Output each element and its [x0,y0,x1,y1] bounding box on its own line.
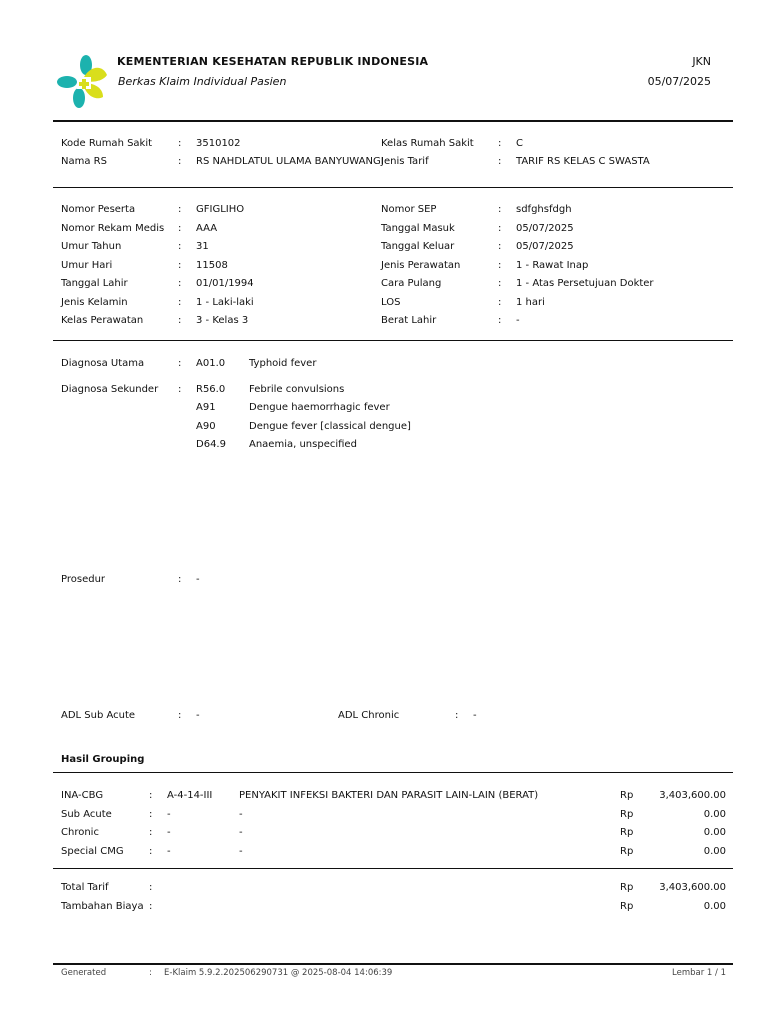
patient-field-value: 05/07/2025 [516,241,574,252]
separator: : [178,156,182,167]
separator: : [178,204,182,215]
footer-generated-label: Generated [61,968,107,978]
nama-rs-value: RS NAHDLATUL ULAMA BANYUWANGI [196,156,384,167]
patient-field-label: Jenis Perawatan [381,259,461,271]
grouping-row-code: A-4-14-III [167,790,213,801]
grouping-row-description: - [239,827,243,838]
total-row-label: Tambahan Biaya [61,900,144,912]
kode-rs-label: Kode Rumah Sakit [61,138,153,149]
total-row-label: Total Tarif [61,882,109,893]
patient-field-value: 1 - Laki-laki [196,296,254,308]
diagnosa-utama-desc: Typhoid fever [249,358,317,369]
currency-label: Rp [620,827,634,838]
patient-field-label: Kelas Perawatan [61,315,144,326]
patient-field-label: Nomor Rekam Medis [61,222,165,234]
separator: : [498,278,502,289]
patient-field-label: Tanggal Masuk [381,222,455,234]
grouping-row-code: - [167,845,171,857]
adl-chronic-label: ADL Chronic [338,710,400,721]
patient-field-value: 1 - Atas Persetujuan Dokter [516,278,654,289]
patient-field-label: Tanggal Keluar [381,241,455,252]
grouping-row-description: - [239,808,243,820]
separator: : [149,882,153,893]
separator: : [178,574,182,585]
separator: : [498,259,502,271]
patient-field-value: 1 hari [516,296,545,308]
diagnosis-code: R56.0 [196,384,226,395]
separator: : [149,790,153,801]
kelas-rs-label: Kelas Rumah Sakit [381,138,474,149]
divider [53,963,733,965]
patient-field-value: 01/01/1994 [196,278,254,289]
diagnosis-code: A90 [196,420,216,432]
patient-field-value: AAA [196,222,218,234]
grouping-row-label: INA-CBG [61,790,104,801]
divider [53,187,733,188]
grouping-row-amount: 3,403,600.00 [659,790,726,801]
patient-field-label: Berat Lahir [381,315,437,326]
document-date: 05/07/2025 [647,75,711,88]
separator: : [178,710,182,721]
separator: : [455,710,459,721]
diagnosa-utama-label: Diagnosa Utama [61,358,145,369]
program-label: JKN [692,55,711,68]
divider [53,772,733,773]
diagnosis-code: D64.9 [196,438,226,450]
patient-field-value: 11508 [196,259,228,271]
separator: : [178,278,182,289]
diagnosa-utama-code: A01.0 [196,358,226,369]
footer-generated-value: E-Klaim 5.9.2.202506290731 @ 2025-08-04 14:06:39 [164,968,393,978]
patient-field-value: 1 - Rawat Inap [516,259,589,271]
separator: : [178,222,182,234]
separator: : [178,259,182,271]
grouping-row-description: - [239,845,243,857]
currency-label: Rp [620,900,634,912]
diagnosis-description: Anaemia, unspecified [249,438,357,450]
separator: : [498,241,502,252]
patient-field-value: - [516,315,520,326]
grouping-row-amount: 0.00 [703,845,726,857]
separator: : [498,315,502,326]
grouping-row-label: Chronic [61,827,99,838]
separator: : [149,900,153,912]
divider [53,340,733,341]
currency-label: Rp [620,790,634,801]
patient-field-value: 05/07/2025 [516,222,574,234]
currency-label: Rp [620,845,634,857]
patient-field-label: LOS [381,296,401,308]
separator: : [498,156,502,167]
adl-sub-acute-label: ADL Sub Acute [61,710,136,721]
jenis-tarif-value: TARIF RS KELAS C SWASTA [516,156,650,167]
separator: : [178,241,182,252]
prosedur-label: Prosedur [61,574,106,585]
divider [53,120,733,122]
patient-field-value: sdfghsfdgh [516,204,572,215]
grouping-title: Hasil Grouping [61,754,145,765]
patient-field-label: Nomor SEP [381,204,437,215]
nama-rs-label: Nama RS [61,156,107,167]
separator: : [178,358,182,369]
kode-rs-value: 3510102 [196,138,241,149]
grouping-row-description: PENYAKIT INFEKSI BAKTERI DAN PARASIT LAIN-LAIN (BERAT) [239,790,539,801]
total-row-amount: 0.00 [703,900,726,912]
grouping-row-code: - [167,827,171,838]
document-title: Berkas Klaim Individual Pasien [118,75,287,88]
separator: : [149,808,153,820]
total-row-amount: 3,403,600.00 [659,882,726,893]
adl-sub-acute-value: - [196,710,200,721]
separator: : [178,138,182,149]
jenis-tarif-label: Jenis Tarif [381,156,429,167]
patient-field-value: 31 [196,241,209,252]
kelas-rs-value: C [516,138,523,149]
grouping-row-label: Sub Acute [61,808,112,820]
ministry-title: KEMENTERIAN KESEHATAN REPUBLIK INDONESIA [117,55,429,68]
grouping-row-code: - [167,808,171,820]
patient-field-value: 3 - Kelas 3 [196,315,249,326]
patient-field-label: Umur Hari [61,259,113,271]
currency-label: Rp [620,808,634,820]
grouping-row-amount: 0.00 [703,808,726,820]
patient-field-value: GFIGLIHO [196,204,245,215]
divider [53,868,733,869]
grouping-row-amount: 0.00 [703,827,726,838]
patient-field-label: Umur Tahun [61,241,122,252]
kemenkes-logo [55,53,109,111]
diagnosis-description: Febrile convulsions [249,384,345,395]
patient-field-label: Nomor Peserta [61,204,136,215]
diagnosis-code: A91 [196,402,216,414]
patient-field-label: Jenis Kelamin [61,296,128,308]
separator: : [498,296,502,308]
diagnosa-sekunder-label: Diagnosa Sekunder [61,384,159,395]
adl-chronic-value: - [473,710,477,721]
separator: : [498,222,502,234]
patient-field-label: Tanggal Lahir [61,278,128,289]
prosedur-value: - [196,574,200,585]
separator: : [149,845,153,857]
separator: : [178,296,182,308]
diagnosis-description: Dengue fever [classical dengue] [249,420,411,432]
grouping-row-label: Special CMG [61,845,124,857]
separator: : [178,315,182,326]
separator: : [498,138,502,149]
diagnosis-description: Dengue haemorrhagic fever [249,402,390,414]
separator: : [498,204,502,215]
separator: : [178,384,182,395]
patient-field-label: Cara Pulang [381,278,442,289]
separator: : [149,827,153,838]
separator: : [149,968,152,978]
footer-page-number: Lembar 1 / 1 [672,968,726,978]
currency-label: Rp [620,882,634,893]
